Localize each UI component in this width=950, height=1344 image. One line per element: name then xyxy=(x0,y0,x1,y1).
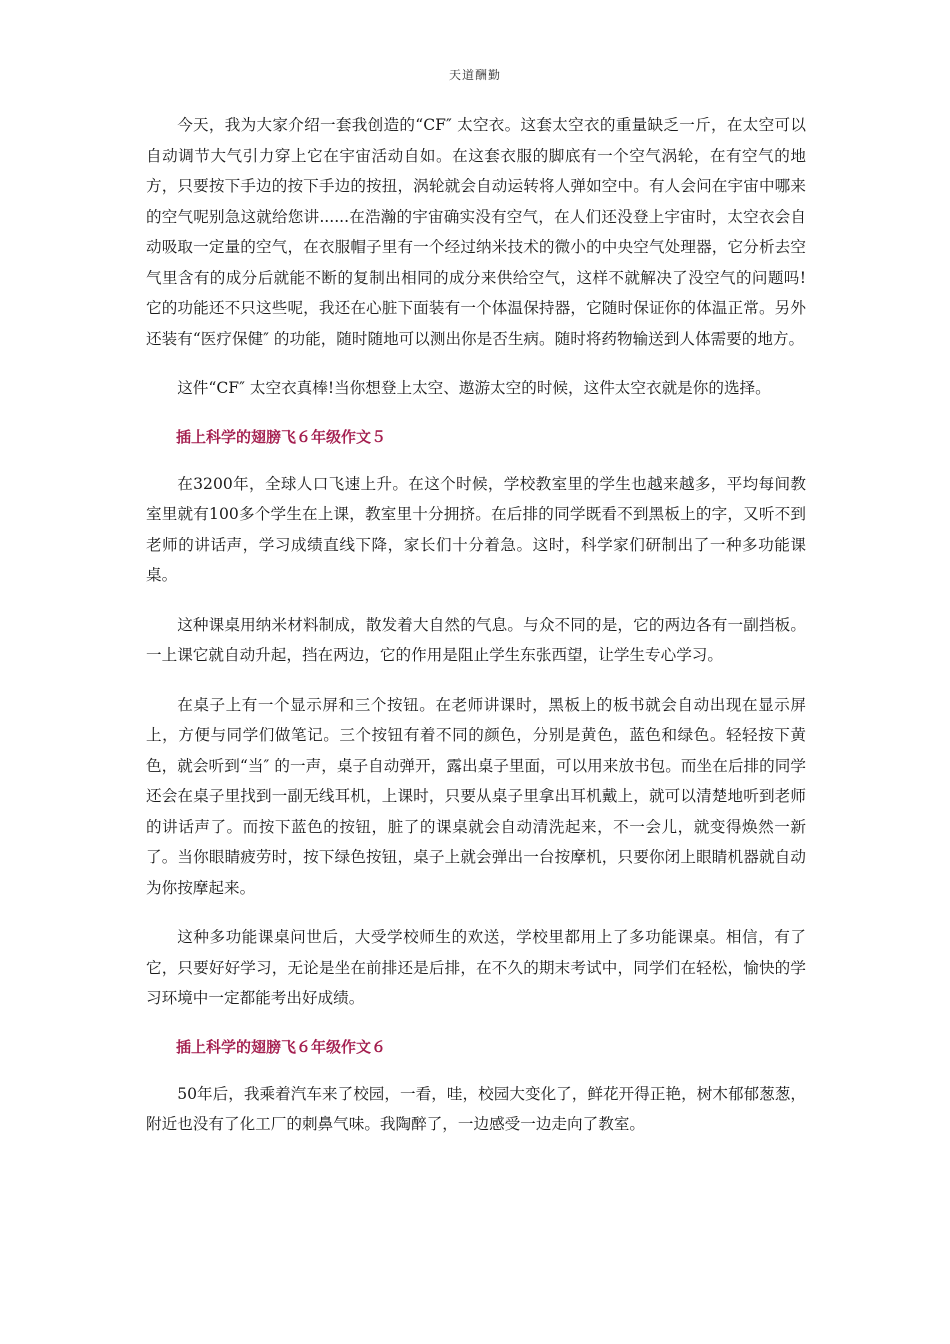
page-header: 天道酬勤 xyxy=(448,68,501,82)
paragraph: 在3200年，全球人口飞速上升。在这个时候，学校教室里的学生也越来越多，平均每间教室里就有100多个学生在上课，教室里十分拥挤。在后排的同学既看不到黑板上的字，又听不到老师的讲话声，学习成绩直线下降，家长们十分着急。这时，科学家们研制出了一种多功能课桌。 xyxy=(146,474,806,584)
paragraph: 这种课桌用纳米材料制成，散发着大自然的气息。与众不同的是，它的两边各有一副挡板。一上课它就自动升起，挡在两边，它的作用是阻止学生东张西望，让学生专心学习。 xyxy=(146,615,806,664)
paragraph: 这件“CF″ 太空衣真棒!当你想登上太空、遨游太空的时候，这件太空衣就是你的选择。 xyxy=(177,379,771,397)
paragraph: 50年后，我乘着汽车来了校园，一看，哇，校园大变化了，鲜花开得正艳，树木郁郁葱葱，附近也没有了化工厂的刺鼻气味。我陶醉了，一边感受一边走向了教室。 xyxy=(146,1084,806,1133)
paragraph: 在桌子上有一个显示屏和三个按钮。在老师讲课时，黑板上的板书就会自动出现在显示屏上，方便与同学们做笔记。三个按钮有着不同的颜色，分别是黄色，蓝色和绿色。轻轻按下黄色，就会听到“当″ 的一声，桌子自动弹开，露出桌子里面，可以用来放书包。而坐在后排的同学还会在桌子里找到一副无线耳机，上课时，只要从桌子里拿出耳机戴上，就可以清楚地听到老师的讲话声了。而按下蓝色的按钮，脏了的课桌就会自动清洗起来，不一会儿，就变得焕然一新了。当你眼睛疲劳时，按下绿色按钮，桌子上就会弹出一台按摩机，只要你闭上眼睛机器就自动为你按摩起来。 xyxy=(146,695,806,897)
document-body xyxy=(146,110,806,1159)
section-heading: 插上科学的翅膀飞６年级作文６ xyxy=(176,1037,387,1056)
section-heading: 插上科学的翅膀飞６年级作文５ xyxy=(176,427,387,446)
paragraph: 这种多功能课桌问世后，大受学校师生的欢送，学校里都用上了多功能课桌。相信，有了它，只要好好学习，无论是坐在前排还是后排，在不久的期末考试中，同学们在轻松，愉快的学习环境中一定都能考出好成绩。 xyxy=(146,928,806,1007)
paragraph: 今天，我为大家介绍一套我创造的“CF″ 太空衣。这套太空衣的重量缺乏一斤，在太空可以自动调节大气引力穿上它在宇宙活动自如。在这套衣服的脚底有一个空气涡轮，在有空气的地方，只要按下手边的按下手边的按扭，涡轮就会自动运转将人弹如空中。有人会问在宇宙中哪来的空气呢别急这就给您讲......在浩瀚的宇宙确实没有空气，在人们还没登上宇宙时，太空衣会自动吸取一定量的空气，在衣服帽子里有一个经过纳米技术的微小的中央空气处理器，它分析去空气里含有的成分后就能不断的复制出相同的成分来供给空气，这样不就解决了没空气的问题吗!它的功能还不只这些呢，我还在心脏下面装有一个体温保持器，它随时保证你的体温正常。另外还装有“医疗保健″ 的功能，随时随地可以测出你是否生病。随时将药物输送到人体需要的地方。 xyxy=(146,116,806,348)
